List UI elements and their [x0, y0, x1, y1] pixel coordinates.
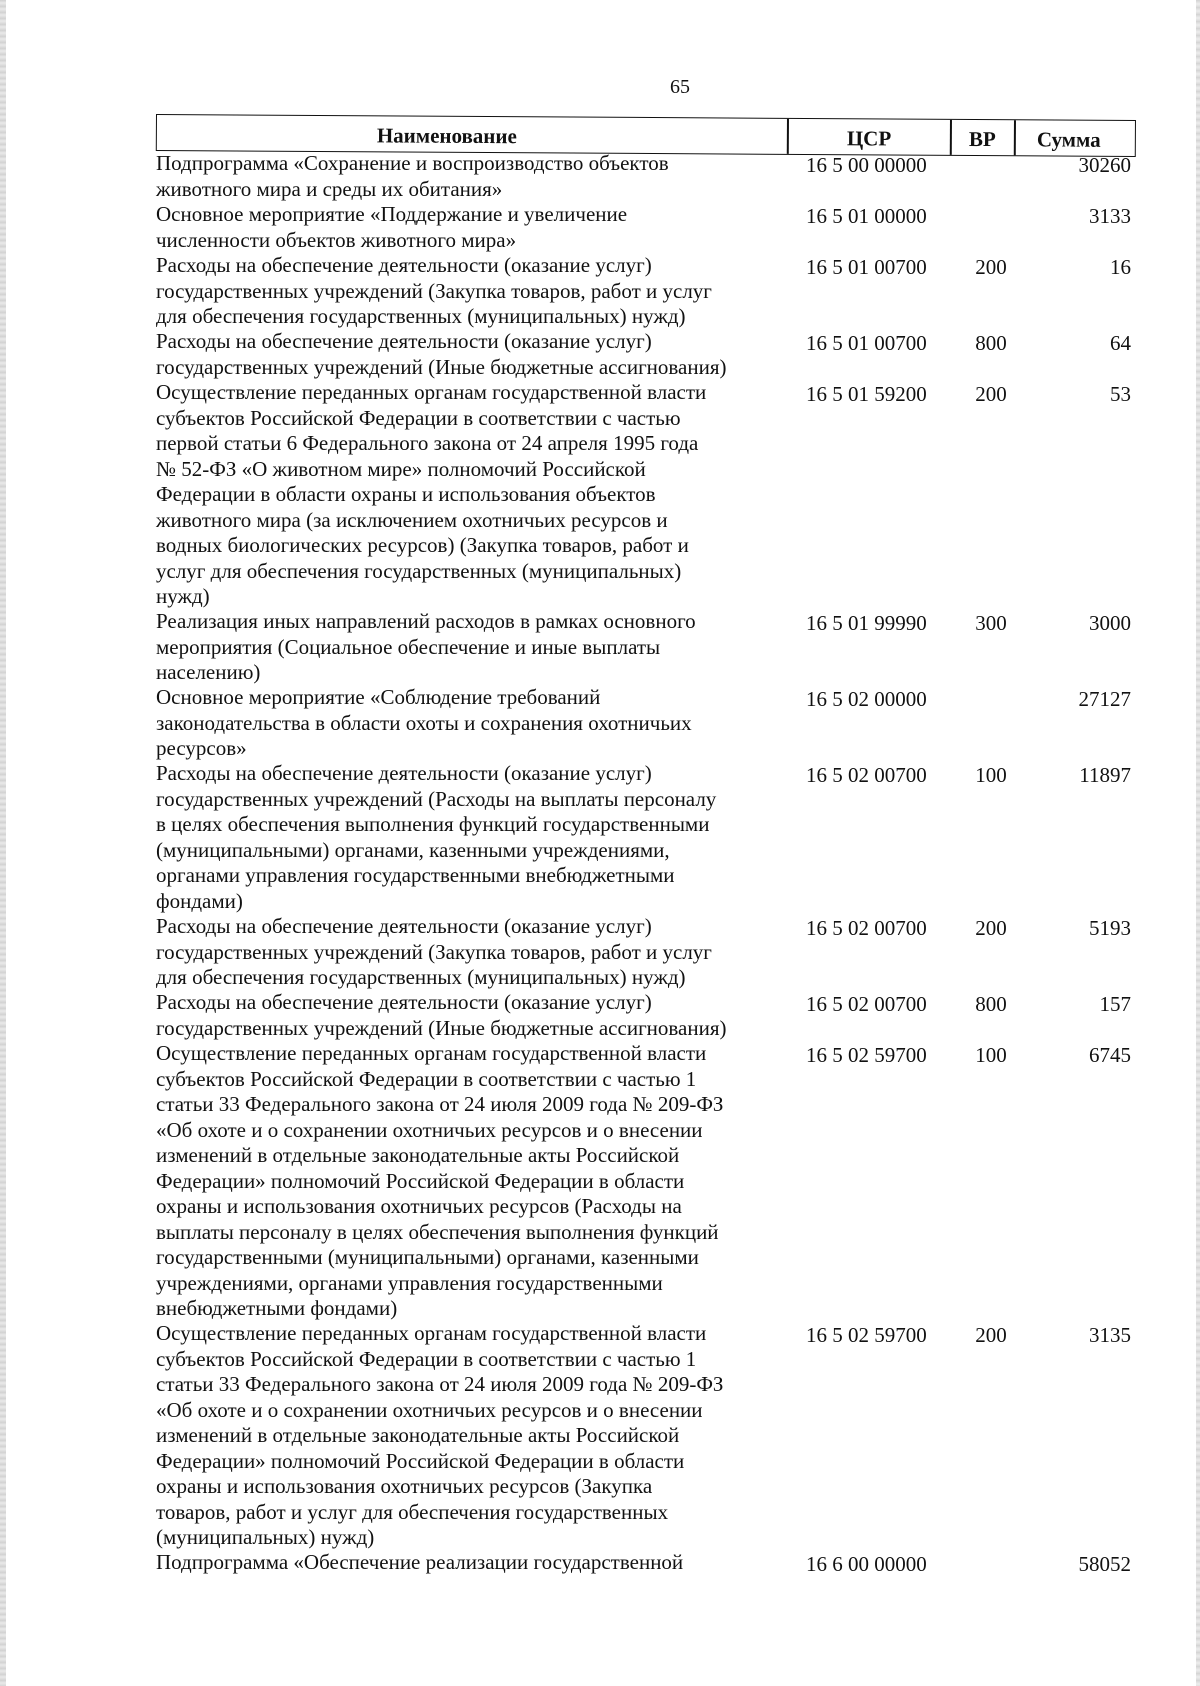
budget-table [156, 114, 1136, 1576]
header-sum: Сумма [1036, 127, 1101, 152]
row-name: Подпрограмма «Обеспечение реализации государственной [156, 1550, 684, 1574]
table-row [156, 329, 1136, 380]
row-name: Расходы на обеспечение деятельности (оказание услуг) государственных учреждений (Закупка товаров, работ и услуг для обеспечения государственных (муниципальных) нужд) [156, 914, 712, 989]
row-csr: 16 5 02 00700 [806, 763, 927, 787]
row-csr: 16 5 02 59700 [806, 1323, 927, 1347]
row-vr: 200 [975, 1323, 1007, 1347]
row-csr: 16 5 02 00700 [806, 992, 927, 1016]
header-vr: ВР [968, 126, 996, 152]
row-vr: 800 [975, 992, 1007, 1016]
row-csr: 16 5 00 00000 [806, 153, 927, 177]
row-name: Основное мероприятие «Соблюдение требований законодательства в области охоты и сохранения охотничьих ресурсов» [156, 685, 692, 760]
scan-edge-right [1196, 0, 1200, 1686]
row-sum: 16 [1110, 255, 1131, 279]
row-name: Расходы на обеспечение деятельности (оказание услуг) государственных учреждений (Иные бюджетные ассигнования) [156, 329, 727, 379]
row-name: Расходы на обеспечение деятельности (оказание услуг) государственных учреждений (Расходы на выплаты персоналу в целях обеспечения выполнения функций государственными (муниципальными) органами, казенными учреждениями, органами управления государственными внебюджетными фондами) [156, 761, 717, 913]
table-row [156, 253, 1136, 329]
header-divider [950, 120, 952, 155]
row-csr: 16 5 01 99990 [806, 611, 927, 635]
table-row [156, 1041, 1136, 1321]
row-name: Реализация иных направлений расходов в рамках основного мероприятия (Социальное обеспечение и иные выплаты населению) [156, 609, 696, 684]
row-name: Расходы на обеспечение деятельности (оказание услуг) государственных учреждений (Иные бюджетные ассигнования) [156, 990, 727, 1040]
table-row [156, 685, 1136, 761]
row-csr: 16 6 00 00000 [806, 1552, 927, 1576]
row-sum: 30260 [1078, 153, 1131, 177]
table-row [156, 1550, 1136, 1576]
row-name: Осуществление переданных органам государственной власти субъектов Российской Федерации в соответствии с частью 1 статьи 33 Федерального закона от 24 июля 2009 года № 209-ФЗ «Об охоте и о сохранении охотничьих ресурсов и о внесении изменений в отдельные законодательные акты Российской Федерации» полномочий Российской Федерации в области охраны и использования охотничьих ресурсов (Закупка товаров, работ и услуг для обеспечения государственных (муниципальных) нужд) [156, 1321, 724, 1549]
table-row [156, 990, 1136, 1041]
row-sum: 5193 [1089, 916, 1131, 940]
row-sum: 3135 [1089, 1323, 1131, 1347]
table-row [156, 202, 1136, 253]
row-csr: 16 5 02 00700 [806, 916, 927, 940]
row-sum: 11897 [1079, 763, 1131, 787]
header-csr: ЦСР [846, 126, 892, 151]
header-divider [1014, 120, 1016, 155]
row-vr: 300 [975, 611, 1007, 635]
row-name: Расходы на обеспечение деятельности (оказание услуг) государственных учреждений (Закупка товаров, работ и услуг для обеспечения государственных (муниципальных) нужд) [156, 253, 712, 328]
row-sum: 64 [1110, 331, 1131, 355]
row-vr: 200 [975, 255, 1007, 279]
row-sum: 58052 [1078, 1552, 1131, 1576]
row-sum: 27127 [1078, 687, 1131, 711]
table-row [156, 761, 1136, 914]
row-sum: 3133 [1089, 204, 1131, 228]
row-vr: 200 [975, 916, 1007, 940]
scan-edge-left [0, 0, 6, 1686]
row-name: Основное мероприятие «Поддержание и увеличение численности объектов животного мира» [156, 202, 628, 252]
header-divider [787, 119, 789, 154]
row-name: Осуществление переданных органам государственной власти субъектов Российской Федерации в соответствии с частью 1 статьи 33 Федерального закона от 24 июля 2009 года № 209-ФЗ «Об охоте и о сохранении охотничьих ресурсов и о внесении изменений в отдельные законодательные акты Российской Федерации» полномочий Российской Федерации в области охраны и использования охотничьих ресурсов (Расходы на выплаты персоналу в целях обеспечения выполнения функций государственными (муниципальными) органами, казенными учреждениями, органами управления государственными внебюджетными фондами) [156, 1041, 724, 1320]
row-vr: 100 [975, 763, 1007, 787]
row-sum: 157 [1099, 992, 1131, 1016]
table-row [156, 380, 1136, 609]
row-vr: 200 [975, 382, 1007, 406]
row-sum: 6745 [1089, 1043, 1131, 1067]
row-vr: 800 [975, 331, 1007, 355]
row-csr: 16 5 01 00700 [806, 331, 927, 355]
table-row [156, 914, 1136, 990]
row-csr: 16 5 02 59700 [806, 1043, 927, 1067]
row-csr: 16 5 01 00000 [806, 204, 927, 228]
table-row [156, 609, 1136, 685]
table-row [156, 151, 1136, 202]
page-number: 65 [670, 76, 690, 98]
row-sum: 3000 [1089, 611, 1131, 635]
row-vr: 100 [975, 1043, 1007, 1067]
header-name: Наименование [376, 123, 517, 149]
row-name: Подпрограмма «Сохранение и воспроизводство объектов животного мира и среды их обитания» [156, 151, 669, 201]
row-csr: 16 5 01 59200 [806, 382, 927, 406]
row-csr: 16 5 01 00700 [806, 255, 927, 279]
row-csr: 16 5 02 00000 [806, 687, 927, 711]
table-row [156, 1321, 1136, 1550]
row-name: Осуществление переданных органам государственной власти субъектов Российской Федерации в соответствии с частью первой статьи 6 Федерального закона от 24 апреля 1995 года № 52-ФЗ «О животном мире» полномочий Российской Федерации в области охраны и использования объектов животного мира (за исключением охотничьих ресурсов и водных биологических ресурсов) (Закупка товаров, работ и услуг для обеспечения государственных (муниципальных) нужд) [156, 380, 707, 608]
row-sum: 53 [1110, 382, 1131, 406]
